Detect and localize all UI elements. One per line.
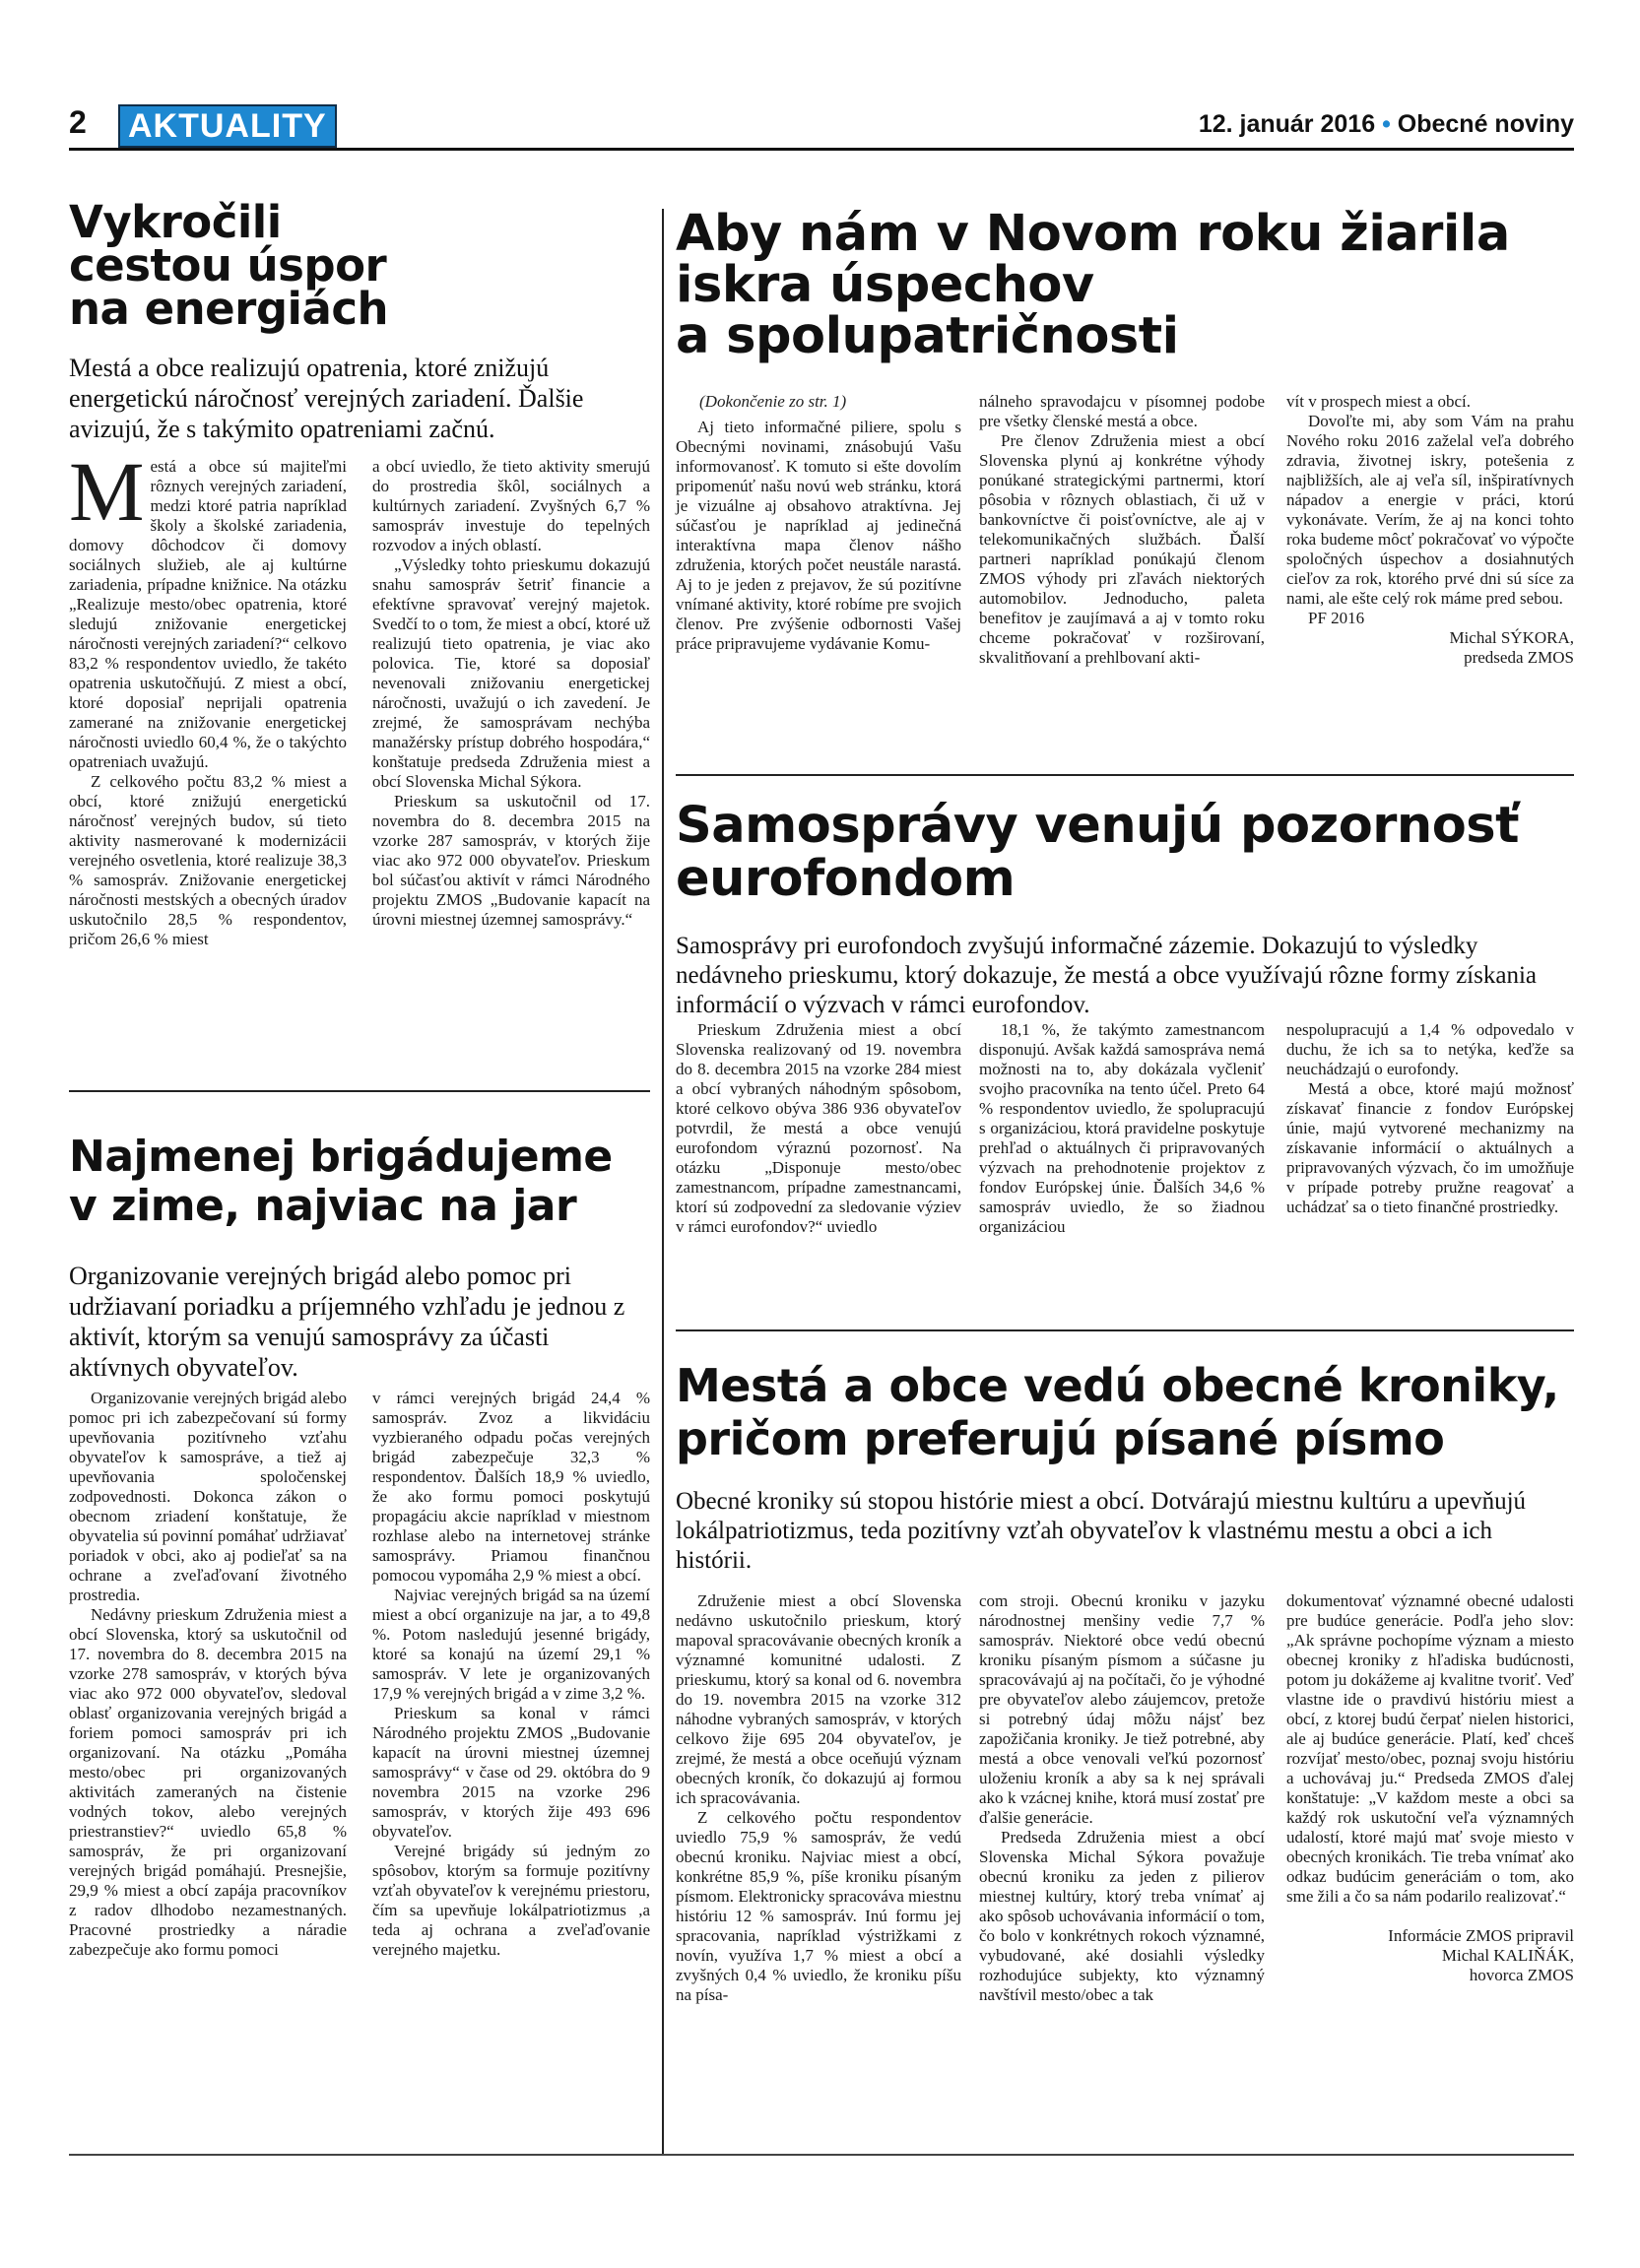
newyear-p3: Pre členov Združenia miest a obcí Slovenska plynú aj konkrétne výhody ponúkané strategickými partnermi, ktorí pôsobia v rôznych oblastiach, či už v bankovníctve či poisťovníctve, ale aj v telekomunikačných službách. Ďalší partneri napríklad ponúkajú členom ZMOS výhody pri zľavách niektorých automobilov. Jednoducho, paleta benefitov je zaujímavá a aj v tomto roku chceme pokračovať v rozširovaní, skvalitňovaní a prehlbovaní akti-	[979, 431, 1265, 667]
energy-p2: Z celkového počtu 83,2 % miest a obcí, ktoré znižujú energetickú náročnosť verejných budov, sú tieto aktivity nasmerované k modernizácii verejného osvetlenia, ktoré realizuje 38,3 % samospráv. Znižovanie energetickej náročnosti mestských a obecných úradov uskutočnilo 28,5 % respondentov, pričom 26,6 % miest	[69, 772, 347, 948]
brigades-p1: Organizovanie verejných brigád alebo pomoc pri ich zabezpečovaní sú formy upevňovania pozitívneho vzťahu obyvateľov k samospráve, a tiež aj upevňovania spoločenskej zodpovednosti. Dokonca zákon o obecnom zriadení konštatuje, že obyvatelia sú povinní pomáhať udržiavať poriadok v obci, ako aj podieľať sa na ochrane a zveľaďovaní životného prostredia.	[69, 1389, 347, 1604]
column-separator	[662, 209, 664, 2154]
eufunds-p1: Prieskum Združenia miest a obcí Slovenska realizovaný od 19. novembra do 8. decembra 2015 na vzorke 284 miest a obcí vybraných náhodným spôsobom, ktoré celkovo obýva 386 936 obyvateľov potvrdil, že mestá a obce venujú eurofondom výraznú pozornosť. Na otázku „Disponuje mesto/obec zamestnancom, prípadne zamestnancami, ktorí sú zodpovední za sledovanie výziev v rámci eurofondov?“ uviedlo	[676, 1020, 961, 1236]
brigades-col-1	[69, 1389, 347, 1960]
newyear-col-3	[1286, 392, 1574, 668]
brigades-p4: Najviac verejných brigád sa na území miest a obcí organizuje na jar, a to 49,8 %. Potom nasledujú jesenné brigády, ktoré sa konajú na území 29,1 % samospráv. V lete je organizovaných 17,9 % verejných brigád a v zime 3,2 %.	[372, 1586, 650, 1703]
brigades-p6: Verejné brigády sú jedným zo spôsobov, ktorým sa formuje pozitívny vzťah obyvateľov k verejnému priestoru, čím sa upevňuje lokálpatriotizmus ,a teda aj ochrana a zveľaďovanie verejného majetku.	[372, 1842, 650, 1959]
chronicles-p3: com stroji. Obecnú kroniku v jazyku národnostnej menšiny vedie 7,7 % samospráv. Niektoré obce vedú obecnú kroniku písaným písmom a súčasne ju spracovávajú aj na počítači, čo je výhodné pre obyvateľov alebo záujemcov, pretože si potrebný údaj môžu nájsť bez zapožičania kroniky. Je tiež potrebné, aby mestá a obce venovali veľkú pozornosť uloženiu kroník a aby sa k nej správali ako k vzácnej knihe, ktorá musí zostať pre ďalšie generácie.	[979, 1591, 1265, 1827]
eufunds-p2: 18,1 %, že takýmto zamestnancom disponujú. Avšak každá samospráva nemá možnosti na to, aby dokázala vyčleniť svojho pracovníka na tento účel. Preto 64 % respondentov uviedlo, že spolupracujú s organizáciou, ktorá pravidelne poskytuje prehľad o aktuálnych či pripravovaných výzvach na prehodnotenie projektov z fondov Európskej únie. Ďalších 34,6 % samospráv uviedlo, že so žiadnou organizáciou	[979, 1020, 1265, 1236]
chronicles-p2: Z celkového počtu respondentov uviedlo 75,9 % samospráv, že vedú obecnú kroniku. Najviac miest a obcí, konkrétne 85,9 %, píše kroniku písaným písmom. Elektronicky spracováva miestnu históriu 12 % samospráv. Inú formu jej spracovania, napríklad výstrižkami z novín, využíva 1,7 % miest a obcí a zvyšných 0,4 % uviedlo, že kroniku píšu na písa-	[676, 1808, 961, 2004]
chronicles-signature-2: Michal KALIŇÁK,	[1441, 1946, 1574, 1965]
chronicles-signature-1: Informácie ZMOS pripravil	[1388, 1926, 1574, 1945]
divider-right-2	[676, 1329, 1574, 1331]
chronicles-headline: Mestá a obce vedú obecné kroniky, pričom preferujú písané písmo	[676, 1359, 1559, 1465]
newyear-p2: nálneho spravodajcu v písomnej podobe pre všetky členské mestá a obce.	[979, 392, 1265, 430]
brigades-p3: v rámci verejných brigád 24,4 % samospráv. Zvoz a likvidáciu vyzbieraného odpadu počas verejných brigád zabezpečuje 32,3 % respondentov. Ďalších 18,9 % uviedlo, že ako formu pomoci poskytujú propagáciu akcie napríklad v miestnom rozhlase alebo na internetovej stránke samosprávy. Priamou finančnou pomocou vypomáha 2,9 % miest a obcí.	[372, 1389, 650, 1585]
section-label: AKTUALITY	[118, 104, 337, 148]
newyear-pf: PF 2016	[1308, 609, 1365, 627]
eufunds-headline: Samosprávy venujú pozornosť eurofondom	[676, 797, 1519, 908]
separator-bullet: •	[1382, 110, 1391, 138]
brigades-col-2	[372, 1389, 650, 1960]
bottom-rule	[69, 2154, 1574, 2156]
issue-date: 12. január 2016	[1198, 110, 1376, 138]
newyear-headline: Aby nám v Novom roku žiarila iskra úspechov a spolupatričnosti	[676, 205, 1510, 365]
energy-lead: Mestá a obce realizujú opatrenia, ktoré znižujú energetickú náročnosť verejných zariadení. Ďalšie avizujú, že s takýmito opatreniami začnú.	[69, 354, 584, 443]
continuation-note: (Dokončenie zo str. 1)	[699, 392, 847, 411]
divider-right-1	[676, 774, 1574, 776]
chronicles-p4: Predseda Združenia miest a obcí Slovenska Michal Sýkora považuje obecnú kroniku za jeden z pilierov miestnej kultúry, ktorý treba vnímať aj ako spôsob uchovávania informácií o tom, čo bolo v konkrétnych rokoch významné, vybudované, aké dosiahli výsledky rozhodujúce subjekty, kto významný navštívil mesto/obec a tak	[979, 1828, 1265, 2004]
energy-col-1	[69, 444, 347, 949]
eufunds-p3: nespolupracujú a 1,4 % odpovedalo v duchu, že ich sa to netýka, keďže sa neuchádzajú o eurofondy.	[1286, 1020, 1574, 1078]
chronicles-col-1	[676, 1591, 961, 2005]
newyear-p5: Dovoľte mi, aby som Vám na prahu Nového roku 2016 zaželal veľa dobrého zdravia, životnej iskry, potešenia z najbližších, ale aj veľa síl, inšpiratívnych nápadov a energie v práci, ktorú vykonávate. Verím, že aj na konci tohto roka budeme môcť pokračovať vo výpočte spoločných úspechov a dosiahnutých cieľov za rok, ktorého prvé dni sú síce za nami, ale ešte celý rok máme pred sebou.	[1286, 412, 1574, 608]
masthead	[69, 102, 1574, 150]
brigades-p5: Prieskum sa konal v rámci Národného projektu ZMOS „Budovanie kapacít na úrovni miestnej územnej samosprávy“ v čase od 29. októbra do 9 novembra 2015 na vzorke 296 samospráv, v ktorých žije 493 696 obyvateľov.	[372, 1704, 650, 1841]
energy-headline: Vykročili cestou úspor na energiách	[69, 196, 389, 335]
chronicles-lead: Obecné kroniky sú stopou histórie miest a obcí. Dotvárajú miestnu kultúru a upevňujú lokálpatriotizmus, teda pozitívny vzťah obyvateľov k vlastnému mestu a obci a ich histórii.	[676, 1488, 1527, 1574]
chronicles-col-3	[1286, 1591, 1574, 1985]
issue-info	[1199, 110, 1574, 139]
chronicles-col-2	[979, 1591, 1265, 2005]
chronicles-p1: Združenie miest a obcí Slovenska nedávno uskutočnilo prieskum, ktorý mapoval spracovávanie obecných kroník a významné komunitné udalosti. Z prieskumu, ktorý sa konal od 6. novembra do 19. novembra 2015 na vzorke 312 náhodne vybraných samospráv, v ktorých celkovo žije 695 204 obyvateľov, je zrejmé, že mestá a obce oceňujú význam obecných kroník, čo dokazujú aj formou ich spracovávania.	[676, 1591, 961, 1807]
newyear-p4: vít v prospech miest a obcí.	[1286, 392, 1471, 411]
eufunds-col-3	[1286, 1020, 1574, 1217]
energy-p1: Mestá a obce sú majiteľmi rôznych verejných zariadení, medzi ktoré patria napríklad školy a školské zariadenia, domovy dôchodcov či domovy sociálnych služieb, ale aj kultúrne zariadenia, prípadne knižnice. Na otázku „Realizuje mesto/obec opatrenia, ktoré sledujú znižovanie energetickej náročnosti verejných zariadení?“ celkovo 83,2 % respondentov uviedlo, že takéto opatrenia uskutočňujú. Z miest a obcí, ktoré doposiaľ neprijali opatrenia zamerané na znižovanie energetickej náročnosti uviedlo 60,4 %, že o takýchto opatreniach uvažujú.	[69, 444, 347, 771]
newyear-signature-role: predseda ZMOS	[1464, 648, 1574, 667]
dropcap-letter: M	[69, 444, 145, 539]
eufunds-col-2	[979, 1020, 1265, 1237]
brigades-lead: Organizovanie verejných brigád alebo pomoc pri udržiavaní poriadku a príjemného vzhľadu je jednou z aktivít, ktorým sa venujú samosprávy za účasti aktívnych obyvateľov.	[69, 1262, 625, 1382]
brigades-headline: Najmenej brigádujeme v zime, najviac na jar	[69, 1132, 613, 1231]
chronicles-signature-3: hovorca ZMOS	[1469, 1966, 1574, 1984]
eufunds-lead: Samosprávy pri eurofondoch zvyšujú informačné zázemie. Dokazujú to výsledky nedávneho prieskumu, ktorý dokazuje, že mestá a obce využívajú rôzne formy získania informácií o výzvach v rámci eurofondov.	[676, 933, 1537, 1018]
masthead-rule	[69, 148, 1574, 151]
page-number: 2	[69, 104, 87, 140]
eufunds-p4: Mestá a obce, ktoré majú možnosť získavať financie z fondov Európskej únie, majú vytvorené mechanizmy na získavanie informácií o aktuálnych a pripravovaných výzvach, čo im umožňuje v prípade potreby pružne reagovať a uchádzať sa o tieto finančné prostriedky.	[1286, 1079, 1574, 1216]
divider-left	[69, 1090, 650, 1092]
newyear-signature-name: Michal SÝKORA,	[1449, 628, 1574, 647]
eufunds-col-1	[676, 1020, 961, 1237]
energy-col-2	[372, 457, 650, 930]
energy-p5: Prieskum sa uskutočnil od 17. novembra do 8. decembra 2015 na vzorke 287 samospráv, v ktorých žije viac ako 972 000 obyvateľov. Prieskum bol súčasťou aktivít v rámci Národného projektu ZMOS „Budovanie kapacít na úrovni miestnej územnej samosprávy.“	[372, 792, 650, 929]
publication-name: Obecné noviny	[1397, 110, 1574, 138]
newyear-col-1	[676, 418, 961, 654]
energy-p4: „Výsledky tohto prieskumu dokazujú snahu samospráv šetriť financie a efektívne spravovať verejný majetok. Svedčí to o tom, že miest a obcí, ktoré už realizujú tieto opatrenia, je viac ako polovica. Tie, ktoré sa doposiaľ nevenovali znižovaniu energetickej náročnosti, uvažujú o ich zavedení. Je zrejmé, že samosprávam nechýba manažérsky prístup dobrého hospodára,“ konštatuje predseda Združenia miest a obcí Slovenska Michal Sýkora.	[372, 555, 650, 791]
newyear-col-2	[979, 392, 1265, 668]
brigades-p2: Nedávny prieskum Združenia miest a obcí Slovenska, ktorý sa uskutočnil od 17. novembra do 8. decembra 2015 na vzorke 278 samospráv, v ktorých býva viac ako 972 000 obyvateľov, sledoval oblasť organizovania verejných brigád a foriem pomoci samospráv pri ich organizovaní. Na otázku „Pomáha mesto/obec pri organizovaných aktivitách zameraných na čistenie vodných tokov, alebo verejných priestranstiev?“ uviedlo 65,8 % samospráv, že pri organizovaní verejných brigád pomáhajú. Presnejšie, 29,9 % miest a obcí zapája pracovníkov z radov dlhodobo nezamestnaných. Pracovné prostriedky a náradie zabezpečuje ako formu pomoci	[69, 1605, 347, 1959]
chronicles-p5: dokumentovať významné obecné udalosti pre budúce generácie. Podľa jeho slov: „Ak správne pochopíme význam a miesto obecnej kroniky z hľadiska budúcnosti, potom ju dokážeme aj kvalitne tvoriť. Veď vlastne ide o pravdivú históriu miest a obcí, z ktorej budú čerpať nielen historici, ale aj budúce generácie. Platí, keď chceš rozvíjať mesto/obec, poznaj svoju históriu a uchovávaj ju.“ Predseda ZMOS ďalej konštatuje: „V každom meste a obci sa každý rok uskutoční veľa významných udalostí, ktoré majú mať svoje miesto v obecných kronikách. Tie treba vnímať ako odkaz budúcim generáciám o tom, ako sme žili a čo sa nám podarilo realizovať.“	[1286, 1591, 1574, 1906]
newyear-p1: Aj tieto informačné piliere, spolu s Obecnými novinami, znásobujú Vašu informovanosť. K tomuto si ešte dovolím pripomenúť našu novú web stránku, ktorá je vizuálne aj obsahovo atraktívna. Jej súčasťou je napríklad aj jedinečná interaktívna mapa členov nášho združenia, ktorých počet neustále narastá. Aj to je jeden z prejavov, že sú pozitívne vnímané aktivity, ktoré robíme pre svojich členov. Pre zvýšenie odbornosti Vašej práce pripravujeme vydávanie Komu-	[676, 418, 961, 653]
energy-p3: a obcí uviedlo, že tieto aktivity smerujú do prostredia škôl, sociálnych a kultúrnych zariadení. Zvyšných 6,7 % samospráv investuje do tepelných rozvodov a iných oblastí.	[372, 457, 650, 554]
